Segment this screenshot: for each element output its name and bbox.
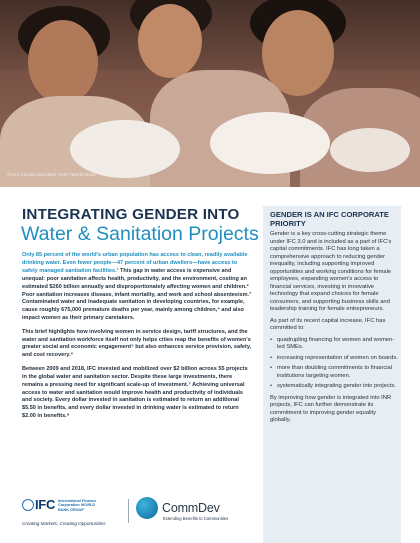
sidebar-paragraph: Gender is a key cross-cutting strategic theme under IFC 3.0 and is included as a part of IFC's capital commitments. IFC has long taken a comprehensive approach to reducing gender inequality, including supporting improved opportunities and working conditions for female employees, expanding women's access to financial services, investing in innovative technology that expand choices for female consumers, and supporting business skills and leadership training for female entrepreneurs. [270, 231, 392, 312]
page-subtitle: Water & Sanitation Projects [21, 223, 259, 245]
photo-soap-foam [210, 112, 330, 174]
bullet-icon: • [270, 354, 273, 361]
page-title: INTEGRATING GENDER INTO [22, 206, 240, 223]
main-body [22, 252, 254, 427]
commitment-list [270, 337, 398, 391]
sidebar-body [270, 231, 398, 429]
lead-text: Only 85 percent of the world's urban population has access to clean, readily available drinking water. Even fewer people—47 percent of urban dwellers—have access to safely managed sanitation facilities.¹ [22, 252, 248, 274]
list-item: • increasing representation of women on boards. [270, 354, 398, 361]
commdev-tagline: Extending Benefits to Communities [163, 516, 229, 521]
sidebar-paragraph: By improving how gender is integrated into INR projects, IFC can further demonstrate its commitment to improving gender equality globally. [270, 394, 392, 423]
logo-divider [128, 499, 129, 523]
bullet-icon: • [270, 383, 273, 389]
bullet-icon: • [270, 365, 273, 371]
list-item: • quadrupling financing for women and women-led SMEs. [270, 336, 395, 350]
commdev-circle-icon [136, 497, 158, 519]
hero-photo [0, 0, 420, 187]
commdev-logo [136, 496, 246, 532]
body-paragraph: Between 2009 and 2018, IFC invested and mobilized over $2 billion across 55 projects in the global water and sanitation sector. Despite these large investments, there remains a pressing need for significant scale-up of investment.⁷ Achieving universal access to water and sanitation would improve health and productivity of individuals and society. Every dollar invested in sanitation is estimated to return an additional $5.50 in benefits, and every dollar invested in drinking water is estimated to return $2.00 in benefits.⁸ [22, 365, 248, 420]
photo-figure [28, 20, 98, 104]
list-item: • systematically integrating gender into projects. [270, 383, 396, 389]
ifc-logo [22, 497, 122, 531]
sidebar-paragraph: As part of its recent capital increase, IFC has committed to: [270, 317, 386, 331]
ifc-mark: IFC [22, 497, 56, 519]
ifc-name: International Finance Corporation WORLD BANK GROUP [58, 499, 97, 512]
sidebar-title: GENDER IS AN IFC CORPORATE PRIORITY [270, 210, 389, 229]
body-text: This gap in water access is expensive and unequal: poor sanitation affects health, productivity, and the environment, costing an estimated $260 billion annually and disproportionately affecting women and children.² Poor sanitation increases disease, infant mortality, and work and school absenteeism.³ Contaminated water and inadequate sanitation in developing countries, for example, cause roughly 675,000 premature deaths per year, mainly among children,⁴ and also impact women as their primary caretakers. [22, 267, 251, 322]
commdev-name: CommDev [162, 501, 220, 515]
body-paragraph: This brief highlights how involving women in service design, tariff structures, and the water and sanitation workforce itself not only helps cities reap the benefits of women's greater social and economic engagement⁵ but also enhances service provision, safety, and cost recovery.⁶ [22, 328, 252, 359]
body-paragraph [22, 252, 254, 323]
photo-figure [138, 4, 202, 78]
photo-soap-foam [330, 128, 410, 172]
photo-credit: ©Ana Cecilia Gonzalez-Vigil / World Bank [7, 172, 96, 177]
list-item: • more than doubling commitments to financial institutions targeting women. [270, 365, 393, 379]
bullet-icon: • [270, 336, 273, 343]
globe-icon [22, 499, 34, 511]
photo-soap-foam [70, 120, 180, 178]
ifc-tagline: Creating Markets, Creating Opportunities [22, 521, 106, 526]
